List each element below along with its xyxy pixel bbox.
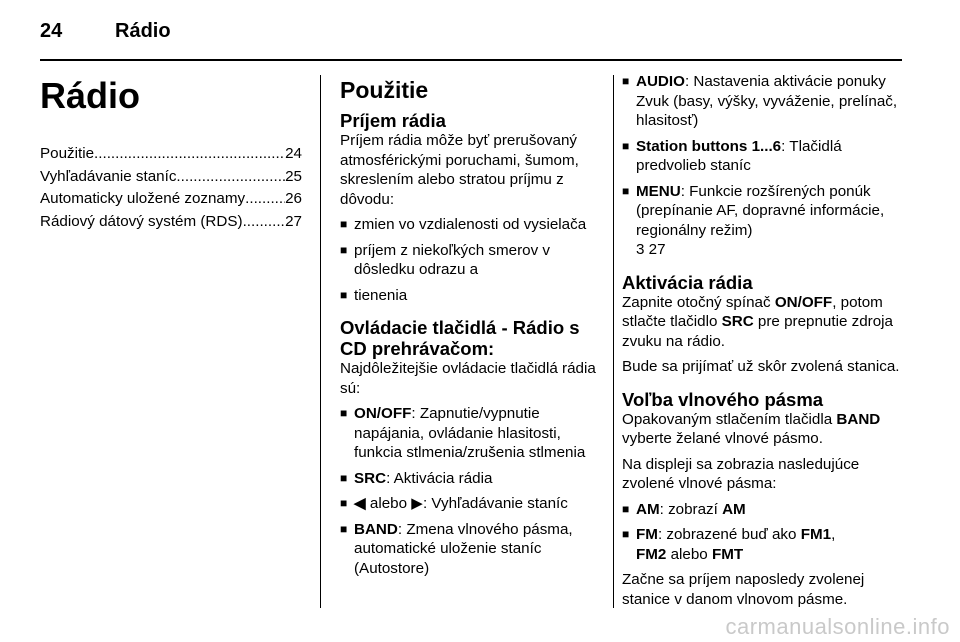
controls-paragraph: Najdôležitejšie ovládacie tlačidlá rádia sú: xyxy=(340,360,596,397)
bullet-icon: ■ xyxy=(622,74,630,88)
list-item: ■ AUDIO: Nastavenia aktivácie ponuky Zvuk (basy, výšky, vyváženie, prelínač, hlasitosť) xyxy=(622,73,898,129)
band-paragraph: Opakovaným stlačením tlačidla BAND vyberte želané vlnové pásmo. xyxy=(622,410,881,447)
toc-leader xyxy=(243,212,286,232)
list-item: ■ zmien vo vzdialenosti od vysielača xyxy=(340,216,587,233)
display-paragraph: Na displeji sa zobrazia nasledujúce zvolené vlnové pásma: xyxy=(622,455,860,492)
page-number: 24 xyxy=(40,20,63,42)
toc-page: 24 xyxy=(285,145,302,162)
previous-station-paragraph: Bude sa prijímať už skôr zvolená stanica. xyxy=(622,358,900,375)
toc-leader xyxy=(94,144,285,164)
list-item: ■ BAND: Zmena vlnového pásma, automatické uloženie staníc (Autostore) xyxy=(340,520,573,577)
watermark: carmanualsonline.info xyxy=(725,614,950,639)
control-key: MENU xyxy=(636,182,681,200)
bullet-icon: ■ xyxy=(340,242,348,257)
toc-entry[interactable] xyxy=(40,189,302,209)
toc-page: 27 xyxy=(285,212,302,230)
control-key: ON/OFF xyxy=(354,405,412,422)
band-heading: Voľba vlnového pásma xyxy=(622,388,824,410)
bullet-icon: ■ xyxy=(622,183,630,198)
list-item: ■ AM: zobrazí AM xyxy=(622,500,746,518)
table-of-contents xyxy=(40,144,302,231)
control-key: Station buttons 1...6 xyxy=(636,137,782,155)
control-key: SRC xyxy=(354,469,387,487)
toc-entry[interactable] xyxy=(40,167,302,187)
list-item: ■ FM: zobrazené buď ako FM1, FM2 alebo FMT xyxy=(622,526,836,563)
controls-list-continued xyxy=(622,72,912,260)
toc-label: Automaticky uložené zoznamy xyxy=(40,190,246,207)
bullet-icon: ■ xyxy=(340,217,348,231)
bullet-icon: ■ xyxy=(340,287,348,302)
bullet-icon: ■ xyxy=(340,406,348,420)
controls-list xyxy=(340,404,605,578)
band-list xyxy=(622,500,912,565)
toc-column xyxy=(40,72,302,234)
toc-leader xyxy=(176,167,285,187)
list-item: ■ Station buttons 1...6: Tlačidlá predvolieb staníc xyxy=(622,137,842,174)
reception-paragraph: Príjem rádia môže byť prerušovaný atmosférickými poruchami, šumom, skreslením alebo stratou príjmu z dôvodu: xyxy=(340,132,579,208)
bullet-icon: ■ xyxy=(622,138,630,153)
toc-leader xyxy=(245,189,285,209)
column-divider-1 xyxy=(320,75,321,608)
header-rule xyxy=(40,59,902,61)
control-key: BAND xyxy=(354,520,398,538)
list-item: ■ ◀ alebo ▶: Vyhľadávanie staníc xyxy=(340,495,568,512)
toc-label: Vyhľadávanie staníc xyxy=(40,167,177,185)
toc-label: Použitie xyxy=(40,145,95,162)
reasons-list xyxy=(340,215,605,305)
reception-heading: Príjem rádia xyxy=(340,110,446,131)
list-item: ■ MENU: Funkcie rozšírených ponúk (prepínanie AF, dopravné informácie, regionálny režim) 3 27 xyxy=(622,182,885,258)
chapter-title: Rádio xyxy=(115,20,171,42)
last-station-paragraph: Začne sa príjem naposledy zvolenej stanice v danom vlnovom pásme. xyxy=(622,571,865,608)
list-item: ■ ON/OFF: Zapnutie/vypnutie napájania, ovládanie hlasitosti, funkcia stlmenia/zrušenia stlmenia xyxy=(340,405,586,461)
column-divider-2 xyxy=(613,75,614,608)
controls-heading: Ovládacie tlačidlá - Rádio s CD prehrávačom: xyxy=(340,317,580,359)
bullet-icon: ■ xyxy=(340,496,348,510)
bullet-icon: ■ xyxy=(340,521,348,536)
usage-column xyxy=(340,72,605,584)
toc-entry[interactable] xyxy=(40,212,302,232)
list-item: ■ SRC: Aktivácia rádia xyxy=(340,469,493,487)
section-title: Použitie xyxy=(340,77,429,103)
bullet-icon: ■ xyxy=(622,501,630,516)
control-key: AUDIO xyxy=(636,73,685,90)
toc-entry[interactable] xyxy=(40,144,302,164)
list-item: ■ tienenia xyxy=(340,286,408,304)
activation-paragraph: Zapnite otočný spínač ON/OFF, potom stlačte tlačidlo SRC pre prepnutie zdroja zvuku na rádio. xyxy=(622,293,893,350)
activation-heading: Aktivácia rádia xyxy=(622,271,753,293)
toc-label: Rádiový dátový systém (RDS) xyxy=(40,212,243,230)
left-arrow-icon: ◀ xyxy=(354,495,366,512)
page-reference-link[interactable]: 3 27 xyxy=(636,241,666,258)
toc-page: 25 xyxy=(285,167,302,185)
activation-column xyxy=(622,72,912,615)
toc-page: 26 xyxy=(285,190,302,207)
bullet-icon: ■ xyxy=(340,470,348,485)
bullet-icon: ■ xyxy=(622,527,630,541)
chapter-heading: Rádio xyxy=(40,75,141,116)
list-item: ■ príjem z niekoľkých smerov v dôsledku odrazu a xyxy=(340,241,551,278)
